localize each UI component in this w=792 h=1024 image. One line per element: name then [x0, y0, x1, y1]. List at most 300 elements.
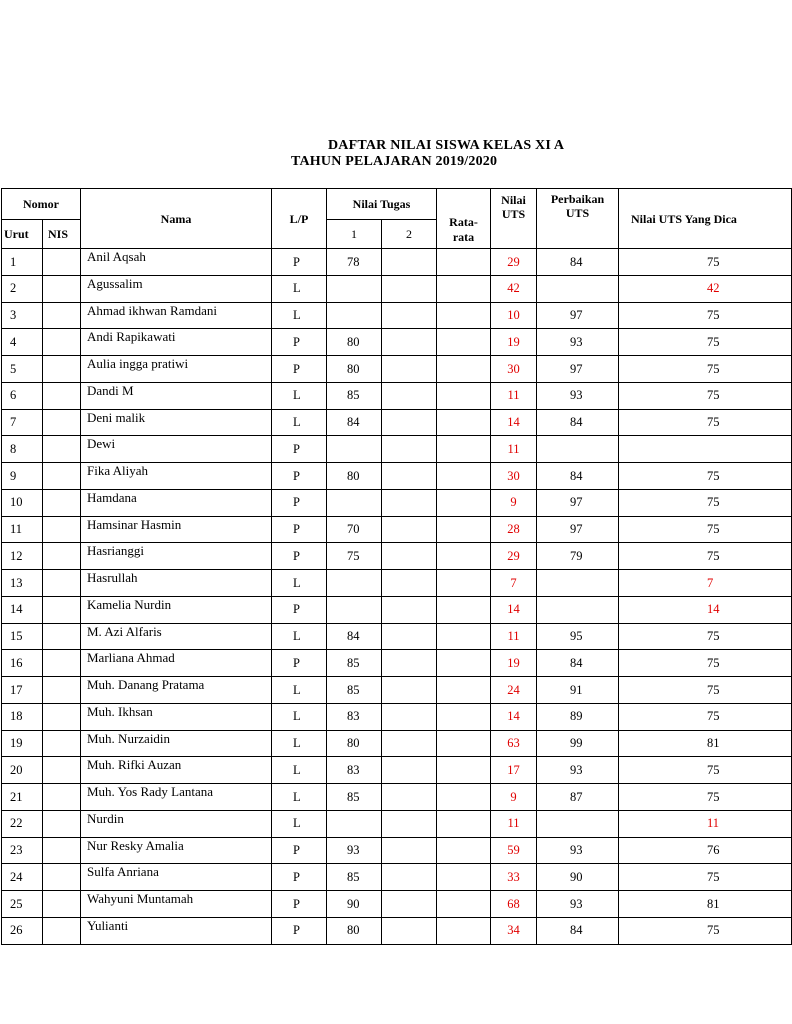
cell-urut: 16 [2, 650, 43, 677]
cell-urut: 4 [2, 329, 43, 356]
cell-tugas-2 [382, 249, 437, 276]
cell-nama: Yulianti [81, 917, 272, 944]
cell-perbaikan-uts: 93 [537, 891, 619, 918]
cell-tugas-1: 90 [327, 891, 382, 918]
cell-rata-rata [437, 917, 491, 944]
table-row [2, 463, 792, 490]
cell-nilai-uts-final: 11 [619, 810, 792, 837]
cell-tugas-2 [382, 623, 437, 650]
cell-nilai-uts-final: 75 [619, 249, 792, 276]
cell-lp: P [272, 489, 327, 516]
header-tugas-1: 1 [327, 220, 382, 249]
table-row [2, 837, 792, 864]
cell-lp: P [272, 249, 327, 276]
cell-urut: 23 [2, 837, 43, 864]
cell-perbaikan-uts: 84 [537, 409, 619, 436]
table-row [2, 917, 792, 944]
cell-urut: 24 [2, 864, 43, 891]
cell-nama: Muh. Ikhsan [81, 703, 272, 730]
cell-nilai-uts-final: 75 [619, 677, 792, 704]
cell-nilai-uts-final: 75 [619, 757, 792, 784]
grades-table-body [2, 249, 792, 945]
cell-nama: Muh. Rifki Auzan [81, 757, 272, 784]
cell-nilai-uts-final: 75 [619, 489, 792, 516]
cell-nilai-uts: 30 [491, 463, 537, 490]
table-row [2, 436, 792, 463]
cell-nis [43, 489, 81, 516]
cell-tugas-1: 93 [327, 837, 382, 864]
table-row [2, 864, 792, 891]
cell-perbaikan-uts [537, 275, 619, 302]
table-row [2, 302, 792, 329]
cell-tugas-1: 85 [327, 864, 382, 891]
table-row [2, 757, 792, 784]
cell-nis [43, 329, 81, 356]
header-nama: Nama [81, 189, 272, 249]
cell-nama: Hasrianggi [81, 543, 272, 570]
cell-nilai-uts-final: 14 [619, 596, 792, 623]
cell-nilai-uts: 9 [491, 489, 537, 516]
cell-nilai-uts: 17 [491, 757, 537, 784]
cell-rata-rata [437, 356, 491, 383]
cell-tugas-2 [382, 810, 437, 837]
cell-nilai-uts-final: 75 [619, 623, 792, 650]
header-nilai-tugas: Nilai Tugas [327, 189, 437, 220]
cell-nama: Nur Resky Amalia [81, 837, 272, 864]
table-row [2, 730, 792, 757]
cell-tugas-1 [327, 302, 382, 329]
cell-tugas-1: 80 [327, 463, 382, 490]
cell-nama: Dandi M [81, 382, 272, 409]
cell-nis [43, 703, 81, 730]
cell-nilai-uts: 9 [491, 784, 537, 811]
cell-nis [43, 623, 81, 650]
cell-nama: Muh. Danang Pratama [81, 677, 272, 704]
header-tugas-2: 2 [382, 220, 437, 249]
cell-nilai-uts: 11 [491, 382, 537, 409]
table-row [2, 623, 792, 650]
cell-nama: Marliana Ahmad [81, 650, 272, 677]
table-row [2, 650, 792, 677]
cell-nama: Kamelia Nurdin [81, 596, 272, 623]
cell-nis [43, 650, 81, 677]
cell-lp: L [272, 382, 327, 409]
cell-lp: P [272, 356, 327, 383]
table-row [2, 489, 792, 516]
cell-tugas-1: 85 [327, 650, 382, 677]
table-row [2, 891, 792, 918]
cell-nilai-uts: 19 [491, 650, 537, 677]
cell-nilai-uts-final: 75 [619, 302, 792, 329]
cell-tugas-1: 80 [327, 356, 382, 383]
cell-nilai-uts: 59 [491, 837, 537, 864]
cell-urut: 1 [2, 249, 43, 276]
cell-urut: 20 [2, 757, 43, 784]
cell-lp: L [272, 730, 327, 757]
cell-nilai-uts: 14 [491, 596, 537, 623]
cell-urut: 8 [2, 436, 43, 463]
cell-nis [43, 596, 81, 623]
cell-rata-rata [437, 623, 491, 650]
cell-perbaikan-uts: 87 [537, 784, 619, 811]
cell-perbaikan-uts: 84 [537, 463, 619, 490]
cell-perbaikan-uts: 84 [537, 249, 619, 276]
cell-tugas-2 [382, 677, 437, 704]
cell-nama: Muh. Nurzaidin [81, 730, 272, 757]
cell-tugas-1: 83 [327, 757, 382, 784]
cell-nilai-uts-final [619, 436, 792, 463]
cell-nilai-uts: 30 [491, 356, 537, 383]
cell-rata-rata [437, 677, 491, 704]
cell-nis [43, 677, 81, 704]
cell-nilai-uts-final: 75 [619, 356, 792, 383]
cell-rata-rata [437, 302, 491, 329]
cell-nis [43, 543, 81, 570]
cell-rata-rata [437, 757, 491, 784]
cell-tugas-2 [382, 570, 437, 597]
cell-nilai-uts-final: 81 [619, 730, 792, 757]
cell-perbaikan-uts: 97 [537, 489, 619, 516]
cell-tugas-2 [382, 703, 437, 730]
cell-rata-rata [437, 275, 491, 302]
cell-nis [43, 570, 81, 597]
cell-perbaikan-uts: 93 [537, 837, 619, 864]
cell-urut: 7 [2, 409, 43, 436]
cell-tugas-1 [327, 489, 382, 516]
cell-nama: Agussalim [81, 275, 272, 302]
cell-nis [43, 302, 81, 329]
header-nilai-uts: Nilai UTS [491, 189, 537, 249]
cell-lp: L [272, 623, 327, 650]
cell-lp: L [272, 703, 327, 730]
cell-rata-rata [437, 650, 491, 677]
cell-nilai-uts-final: 75 [619, 409, 792, 436]
header-lp: L/P [272, 189, 327, 249]
cell-lp: L [272, 810, 327, 837]
table-row [2, 703, 792, 730]
cell-nilai-uts: 24 [491, 677, 537, 704]
cell-urut: 10 [2, 489, 43, 516]
cell-tugas-2 [382, 757, 437, 784]
cell-nis [43, 757, 81, 784]
cell-lp: P [272, 516, 327, 543]
cell-nis [43, 864, 81, 891]
table-row [2, 810, 792, 837]
cell-rata-rata [437, 329, 491, 356]
cell-rata-rata [437, 891, 491, 918]
cell-nis [43, 275, 81, 302]
cell-urut: 25 [2, 891, 43, 918]
cell-nis [43, 409, 81, 436]
cell-lp: P [272, 837, 327, 864]
cell-urut: 17 [2, 677, 43, 704]
cell-nama: Nurdin [81, 810, 272, 837]
cell-nilai-uts-final: 75 [619, 543, 792, 570]
cell-nilai-uts: 11 [491, 436, 537, 463]
cell-lp: L [272, 570, 327, 597]
cell-nis [43, 837, 81, 864]
cell-lp: P [272, 917, 327, 944]
table-row [2, 409, 792, 436]
cell-tugas-1: 70 [327, 516, 382, 543]
cell-lp: L [272, 275, 327, 302]
cell-perbaikan-uts: 91 [537, 677, 619, 704]
cell-urut: 6 [2, 382, 43, 409]
cell-nama: Hamsinar Hasmin [81, 516, 272, 543]
cell-nilai-uts-final: 75 [619, 703, 792, 730]
cell-tugas-1 [327, 596, 382, 623]
cell-tugas-2 [382, 650, 437, 677]
cell-nilai-uts-final: 81 [619, 891, 792, 918]
cell-urut: 15 [2, 623, 43, 650]
table-row [2, 677, 792, 704]
header-nilai-uts-yang-dica: Nilai UTS Yang Dica [619, 189, 792, 249]
cell-tugas-2 [382, 382, 437, 409]
grades-table [1, 188, 792, 945]
cell-tugas-1 [327, 810, 382, 837]
cell-tugas-1: 85 [327, 677, 382, 704]
cell-nilai-uts: 14 [491, 703, 537, 730]
cell-lp: P [272, 329, 327, 356]
cell-lp: P [272, 436, 327, 463]
cell-urut: 5 [2, 356, 43, 383]
cell-rata-rata [437, 784, 491, 811]
cell-nis [43, 356, 81, 383]
cell-perbaikan-uts: 90 [537, 864, 619, 891]
cell-lp: L [272, 784, 327, 811]
cell-urut: 9 [2, 463, 43, 490]
cell-tugas-2 [382, 596, 437, 623]
cell-nama: Anil Aqsah [81, 249, 272, 276]
cell-tugas-2 [382, 436, 437, 463]
cell-perbaikan-uts: 89 [537, 703, 619, 730]
cell-nama: Aulia ingga pratiwi [81, 356, 272, 383]
cell-tugas-2 [382, 837, 437, 864]
cell-nilai-uts: 14 [491, 409, 537, 436]
cell-nama: Andi Rapikawati [81, 329, 272, 356]
table-row [2, 596, 792, 623]
cell-nama: Ahmad ikhwan Ramdani [81, 302, 272, 329]
cell-rata-rata [437, 837, 491, 864]
cell-nama: Muh. Yos Rady Lantana [81, 784, 272, 811]
cell-tugas-2 [382, 516, 437, 543]
cell-nama: M. Azi Alfaris [81, 623, 272, 650]
header-nis: NIS [43, 220, 81, 249]
cell-nilai-uts: 42 [491, 275, 537, 302]
cell-nilai-uts-final: 75 [619, 463, 792, 490]
cell-urut: 3 [2, 302, 43, 329]
cell-tugas-1: 85 [327, 784, 382, 811]
cell-nis [43, 516, 81, 543]
table-row [2, 275, 792, 302]
cell-perbaikan-uts: 95 [537, 623, 619, 650]
cell-perbaikan-uts [537, 596, 619, 623]
cell-urut: 22 [2, 810, 43, 837]
document-subtitle: TAHUN PELAJARAN 2019/2020 [291, 154, 498, 169]
cell-perbaikan-uts: 99 [537, 730, 619, 757]
cell-lp: P [272, 891, 327, 918]
cell-nilai-uts: 68 [491, 891, 537, 918]
cell-nilai-uts-final: 75 [619, 329, 792, 356]
cell-rata-rata [437, 382, 491, 409]
table-row [2, 570, 792, 597]
cell-rata-rata [437, 730, 491, 757]
cell-urut: 18 [2, 703, 43, 730]
table-row [2, 543, 792, 570]
cell-tugas-2 [382, 409, 437, 436]
grades-table-container [0, 188, 768, 938]
cell-tugas-1: 83 [327, 703, 382, 730]
cell-nama: Deni malik [81, 409, 272, 436]
cell-lp: L [272, 677, 327, 704]
cell-tugas-2 [382, 302, 437, 329]
cell-urut: 11 [2, 516, 43, 543]
table-row [2, 516, 792, 543]
cell-perbaikan-uts: 97 [537, 516, 619, 543]
table-row [2, 329, 792, 356]
cell-rata-rata [437, 570, 491, 597]
cell-nis [43, 784, 81, 811]
cell-rata-rata [437, 249, 491, 276]
table-row [2, 249, 792, 276]
cell-rata-rata [437, 436, 491, 463]
cell-tugas-2 [382, 864, 437, 891]
table-row [2, 356, 792, 383]
cell-rata-rata [437, 596, 491, 623]
cell-tugas-2 [382, 356, 437, 383]
cell-nis [43, 463, 81, 490]
cell-lp: P [272, 596, 327, 623]
cell-rata-rata [437, 409, 491, 436]
cell-nilai-uts: 7 [491, 570, 537, 597]
cell-perbaikan-uts: 93 [537, 382, 619, 409]
header-perbaikan-uts: Perbaikan UTS [537, 189, 619, 249]
header-nomor: Nomor [2, 189, 81, 220]
cell-nilai-uts-final: 75 [619, 382, 792, 409]
cell-lp: P [272, 864, 327, 891]
cell-tugas-2 [382, 463, 437, 490]
cell-urut: 13 [2, 570, 43, 597]
cell-perbaikan-uts: 93 [537, 757, 619, 784]
cell-nis [43, 436, 81, 463]
cell-nilai-uts-final: 75 [619, 864, 792, 891]
cell-perbaikan-uts: 97 [537, 302, 619, 329]
cell-nilai-uts: 10 [491, 302, 537, 329]
cell-rata-rata [437, 703, 491, 730]
cell-tugas-2 [382, 891, 437, 918]
cell-lp: P [272, 650, 327, 677]
cell-urut: 14 [2, 596, 43, 623]
cell-rata-rata [437, 864, 491, 891]
cell-perbaikan-uts [537, 436, 619, 463]
cell-rata-rata [437, 543, 491, 570]
cell-tugas-1: 85 [327, 382, 382, 409]
cell-perbaikan-uts: 79 [537, 543, 619, 570]
cell-nis [43, 730, 81, 757]
cell-rata-rata [437, 516, 491, 543]
cell-tugas-1: 80 [327, 730, 382, 757]
cell-perbaikan-uts [537, 570, 619, 597]
cell-nilai-uts: 28 [491, 516, 537, 543]
cell-lp: L [272, 757, 327, 784]
cell-tugas-1 [327, 275, 382, 302]
cell-nilai-uts-final: 76 [619, 837, 792, 864]
cell-nilai-uts: 63 [491, 730, 537, 757]
cell-tugas-1: 78 [327, 249, 382, 276]
cell-perbaikan-uts: 84 [537, 650, 619, 677]
header-rata-rata: Rata- rata [437, 189, 491, 249]
cell-urut: 2 [2, 275, 43, 302]
cell-nilai-uts: 29 [491, 543, 537, 570]
cell-rata-rata [437, 810, 491, 837]
cell-nilai-uts-final: 75 [619, 917, 792, 944]
cell-rata-rata [437, 489, 491, 516]
cell-nilai-uts: 11 [491, 623, 537, 650]
cell-nama: Hasrullah [81, 570, 272, 597]
cell-nis [43, 810, 81, 837]
cell-tugas-1: 75 [327, 543, 382, 570]
cell-nama: Hamdana [81, 489, 272, 516]
cell-lp: P [272, 543, 327, 570]
cell-rata-rata [437, 463, 491, 490]
cell-nilai-uts-final: 75 [619, 516, 792, 543]
cell-nilai-uts: 11 [491, 810, 537, 837]
cell-nama: Fika Aliyah [81, 463, 272, 490]
cell-urut: 26 [2, 917, 43, 944]
cell-tugas-1 [327, 570, 382, 597]
cell-nilai-uts: 29 [491, 249, 537, 276]
cell-tugas-2 [382, 329, 437, 356]
cell-tugas-1: 84 [327, 623, 382, 650]
cell-nilai-uts-final: 75 [619, 784, 792, 811]
cell-lp: L [272, 409, 327, 436]
cell-lp: L [272, 302, 327, 329]
cell-tugas-2 [382, 543, 437, 570]
cell-tugas-2 [382, 730, 437, 757]
cell-nilai-uts: 19 [491, 329, 537, 356]
table-row [2, 784, 792, 811]
cell-tugas-2 [382, 784, 437, 811]
cell-lp: P [272, 463, 327, 490]
cell-tugas-2 [382, 489, 437, 516]
cell-perbaikan-uts: 93 [537, 329, 619, 356]
cell-nama: Dewi [81, 436, 272, 463]
cell-urut: 21 [2, 784, 43, 811]
cell-tugas-2 [382, 275, 437, 302]
cell-nis [43, 891, 81, 918]
cell-tugas-1: 84 [327, 409, 382, 436]
cell-nis [43, 249, 81, 276]
cell-nama: Sulfa Anriana [81, 864, 272, 891]
cell-nilai-uts: 33 [491, 864, 537, 891]
cell-nilai-uts: 34 [491, 917, 537, 944]
cell-nilai-uts-final: 7 [619, 570, 792, 597]
cell-perbaikan-uts: 84 [537, 917, 619, 944]
table-row [2, 382, 792, 409]
cell-tugas-2 [382, 917, 437, 944]
document-title: DAFTAR NILAI SISWA KELAS XI A [328, 138, 565, 153]
cell-nis [43, 382, 81, 409]
cell-tugas-1: 80 [327, 329, 382, 356]
cell-nama: Wahyuni Muntamah [81, 891, 272, 918]
cell-urut: 12 [2, 543, 43, 570]
cell-nilai-uts-final: 42 [619, 275, 792, 302]
cell-nilai-uts-final: 75 [619, 650, 792, 677]
cell-nis [43, 917, 81, 944]
cell-tugas-1 [327, 436, 382, 463]
cell-perbaikan-uts [537, 810, 619, 837]
cell-urut: 19 [2, 730, 43, 757]
